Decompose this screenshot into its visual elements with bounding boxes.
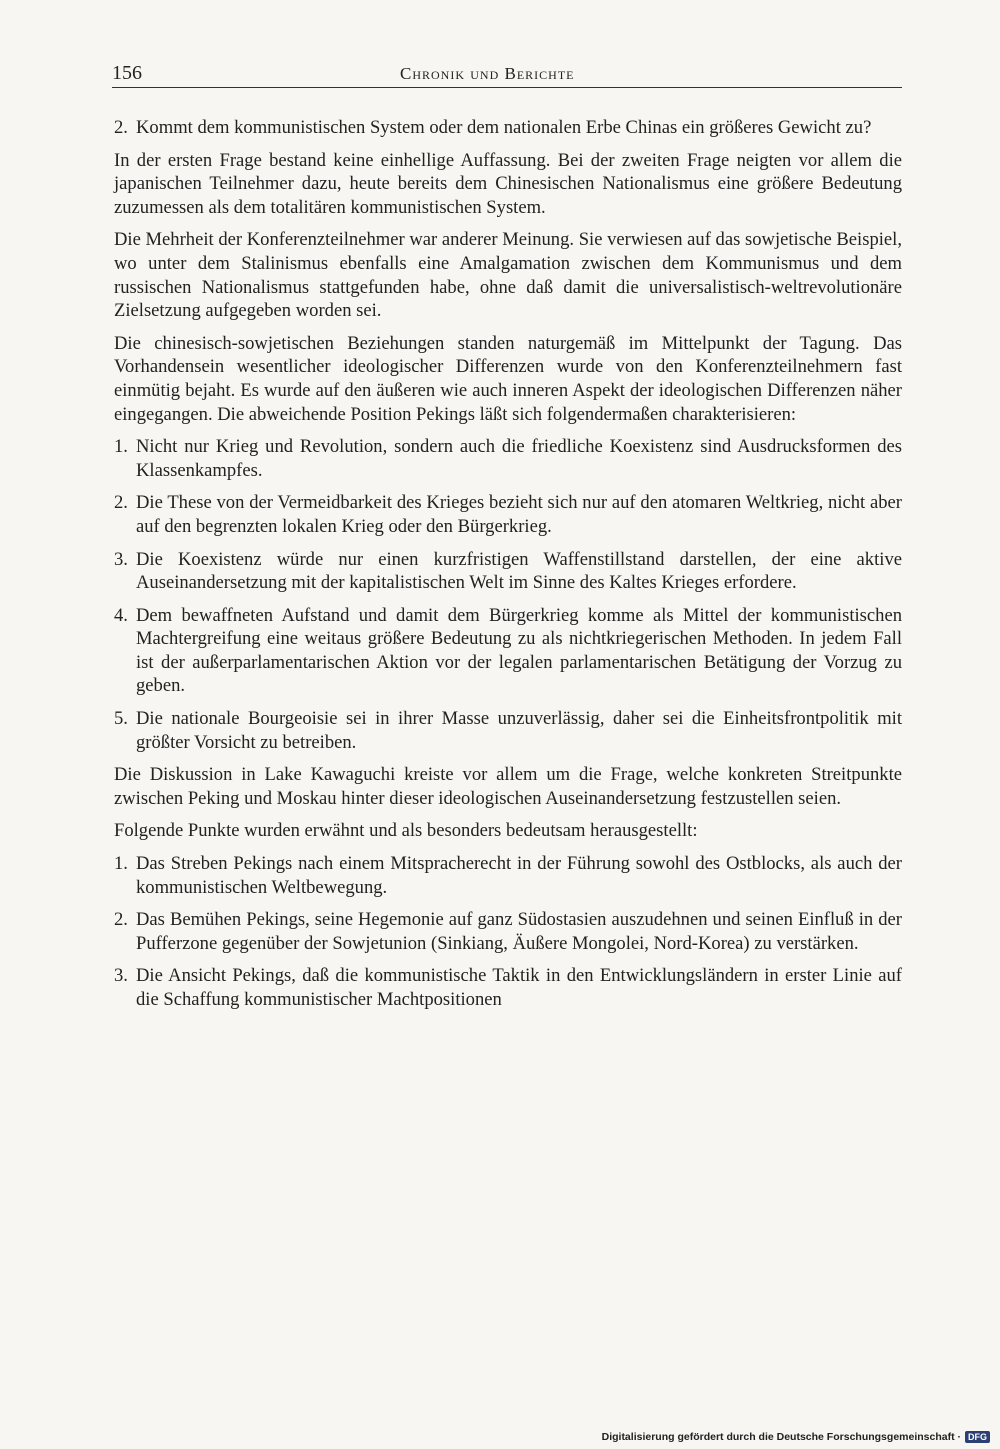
list-item xyxy=(114,908,902,955)
page-header xyxy=(112,62,902,90)
digitization-credit xyxy=(602,1431,990,1443)
list-number: 2. xyxy=(114,492,128,514)
list-number: 3. xyxy=(114,965,128,987)
list-number: 1. xyxy=(114,436,128,458)
list-text: Das Bemühen Pekings, seine Hegemonie auf ganz Südostasien auszudehnen und seinen Einfluß in der Pufferzone gegenüber der Sowjetunion (Sinkiang, Äußere Mongolei, Nord-Korea) zu verstärken. xyxy=(136,909,902,954)
header-rule xyxy=(112,87,902,88)
credit-text: Digitalisierung gefördert durch die Deutsche Forschungsgemeinschaft · xyxy=(601,1431,961,1443)
list-text: Kommt dem kommunistischen System oder dem nationalen Erbe Chinas ein größeres Gewicht zu? xyxy=(136,117,872,138)
list-text: Das Streben Pekings nach einem Mitspracherecht in der Führung sowohl des Ostblocks, als auch der kommunistischen Weltbewegung. xyxy=(136,853,902,898)
list-item xyxy=(114,604,902,698)
paragraph: In der ersten Frage bestand keine einhellige Auffassung. Bei der zweiten Frage neigten vor allem die japanischen Teilnehmer dazu, heute bereits dem Chinesischen Nationalismus eine größere Bedeutung zuzumessen als dem totalitären kommunistischen System. xyxy=(114,149,902,218)
list-item xyxy=(114,548,902,595)
list-number: 4. xyxy=(114,604,128,626)
list-item xyxy=(114,707,902,754)
list-text: Die Koexistenz würde nur einen kurzfristigen Waffenstillstand darstellen, der eine aktive Auseinandersetzung mit der kapitalistischen Welt im Sinne des Kaltes Krieges erfordere. xyxy=(136,548,902,594)
dfg-logo-icon: DFG xyxy=(965,1431,990,1443)
list-number: 2. xyxy=(114,909,128,931)
list-text: Nicht nur Krieg und Revolution, sondern auch die friedliche Koexistenz sind Ausdrucksformen des Klassenkampfes. xyxy=(136,436,902,481)
list-text: Die nationale Bourgeoisie sei in ihrer Masse unzuverlässig, daher sei die Einheitsfrontpolitik mit größter Vorsicht zu betreiben. xyxy=(136,708,902,753)
list-item xyxy=(114,116,902,140)
list-item xyxy=(114,491,902,538)
paragraph: Die chinesisch-sowjetischen Beziehungen standen naturgemäß im Mittelpunkt der Tagung. Das Vorhandensein wesentlicher ideologischer Differenzen wurde von den Konferenzteilnehmern fast einmütig bejaht. Es wurde auf den äußeren wie auch inneren Aspekt der ideologischen Differenzen näher eingegangen. Die abweichende Position Pekings läßt sich folgendermaßen charakterisieren: xyxy=(114,332,902,425)
body-text xyxy=(114,116,902,1021)
paragraph: Die Diskussion in Lake Kawaguchi kreiste vor allem um die Frage, welche konkreten Streitpunkte zwischen Peking und Moskau hinter dieser ideologischen Auseinandersetzung festzustellen seien. xyxy=(114,764,902,809)
list-number: 1. xyxy=(114,853,128,875)
list-item xyxy=(114,964,902,1011)
list-number: 3. xyxy=(114,548,128,570)
list-number: 5. xyxy=(114,708,128,730)
list-text: Dem bewaffneten Aufstand und damit dem Bürgerkrieg komme als Mittel der kommunistischen Machtergreifung eine weitaus größere Bedeutung zu als nichtkriegerischen Methoden. In jedem Fall ist der außerparlamentarischen Aktion vor der legalen parlamentarischen Betätigung der Vorzug zu geben. xyxy=(136,604,902,697)
page-number: 156 xyxy=(112,62,142,84)
list-text: Die These von der Vermeidbarkeit des Krieges bezieht sich nur auf den atomaren Weltkrieg, nicht aber auf den begrenzten lokalen Krieg oder den Bürgerkrieg. xyxy=(136,492,902,537)
list-item xyxy=(114,852,902,899)
running-title: Chronik und Berichte xyxy=(400,64,575,83)
paragraph: Folgende Punkte wurden erwähnt und als besonders bedeutsam herausgestellt: xyxy=(114,820,698,842)
list-item xyxy=(114,435,902,482)
list-number: 2. xyxy=(114,117,128,138)
paragraph: Die Mehrheit der Konferenzteilnehmer war anderer Meinung. Sie verwiesen auf das sowjetische Beispiel, wo unter dem Stalinismus ebenfalls eine Amalgamation zwischen dem Kommunismus und dem russischen Nationalismus stattgefunden habe, ohne daß damit die universalistisch-weltrevolutionäre Zielsetzung aufgegeben worden sei. xyxy=(114,229,902,322)
list-text: Die Ansicht Pekings, daß die kommunistische Taktik in den Entwicklungsländern in erster Linie auf die Schaffung kommunistischer Machtpositionen xyxy=(136,965,902,1010)
